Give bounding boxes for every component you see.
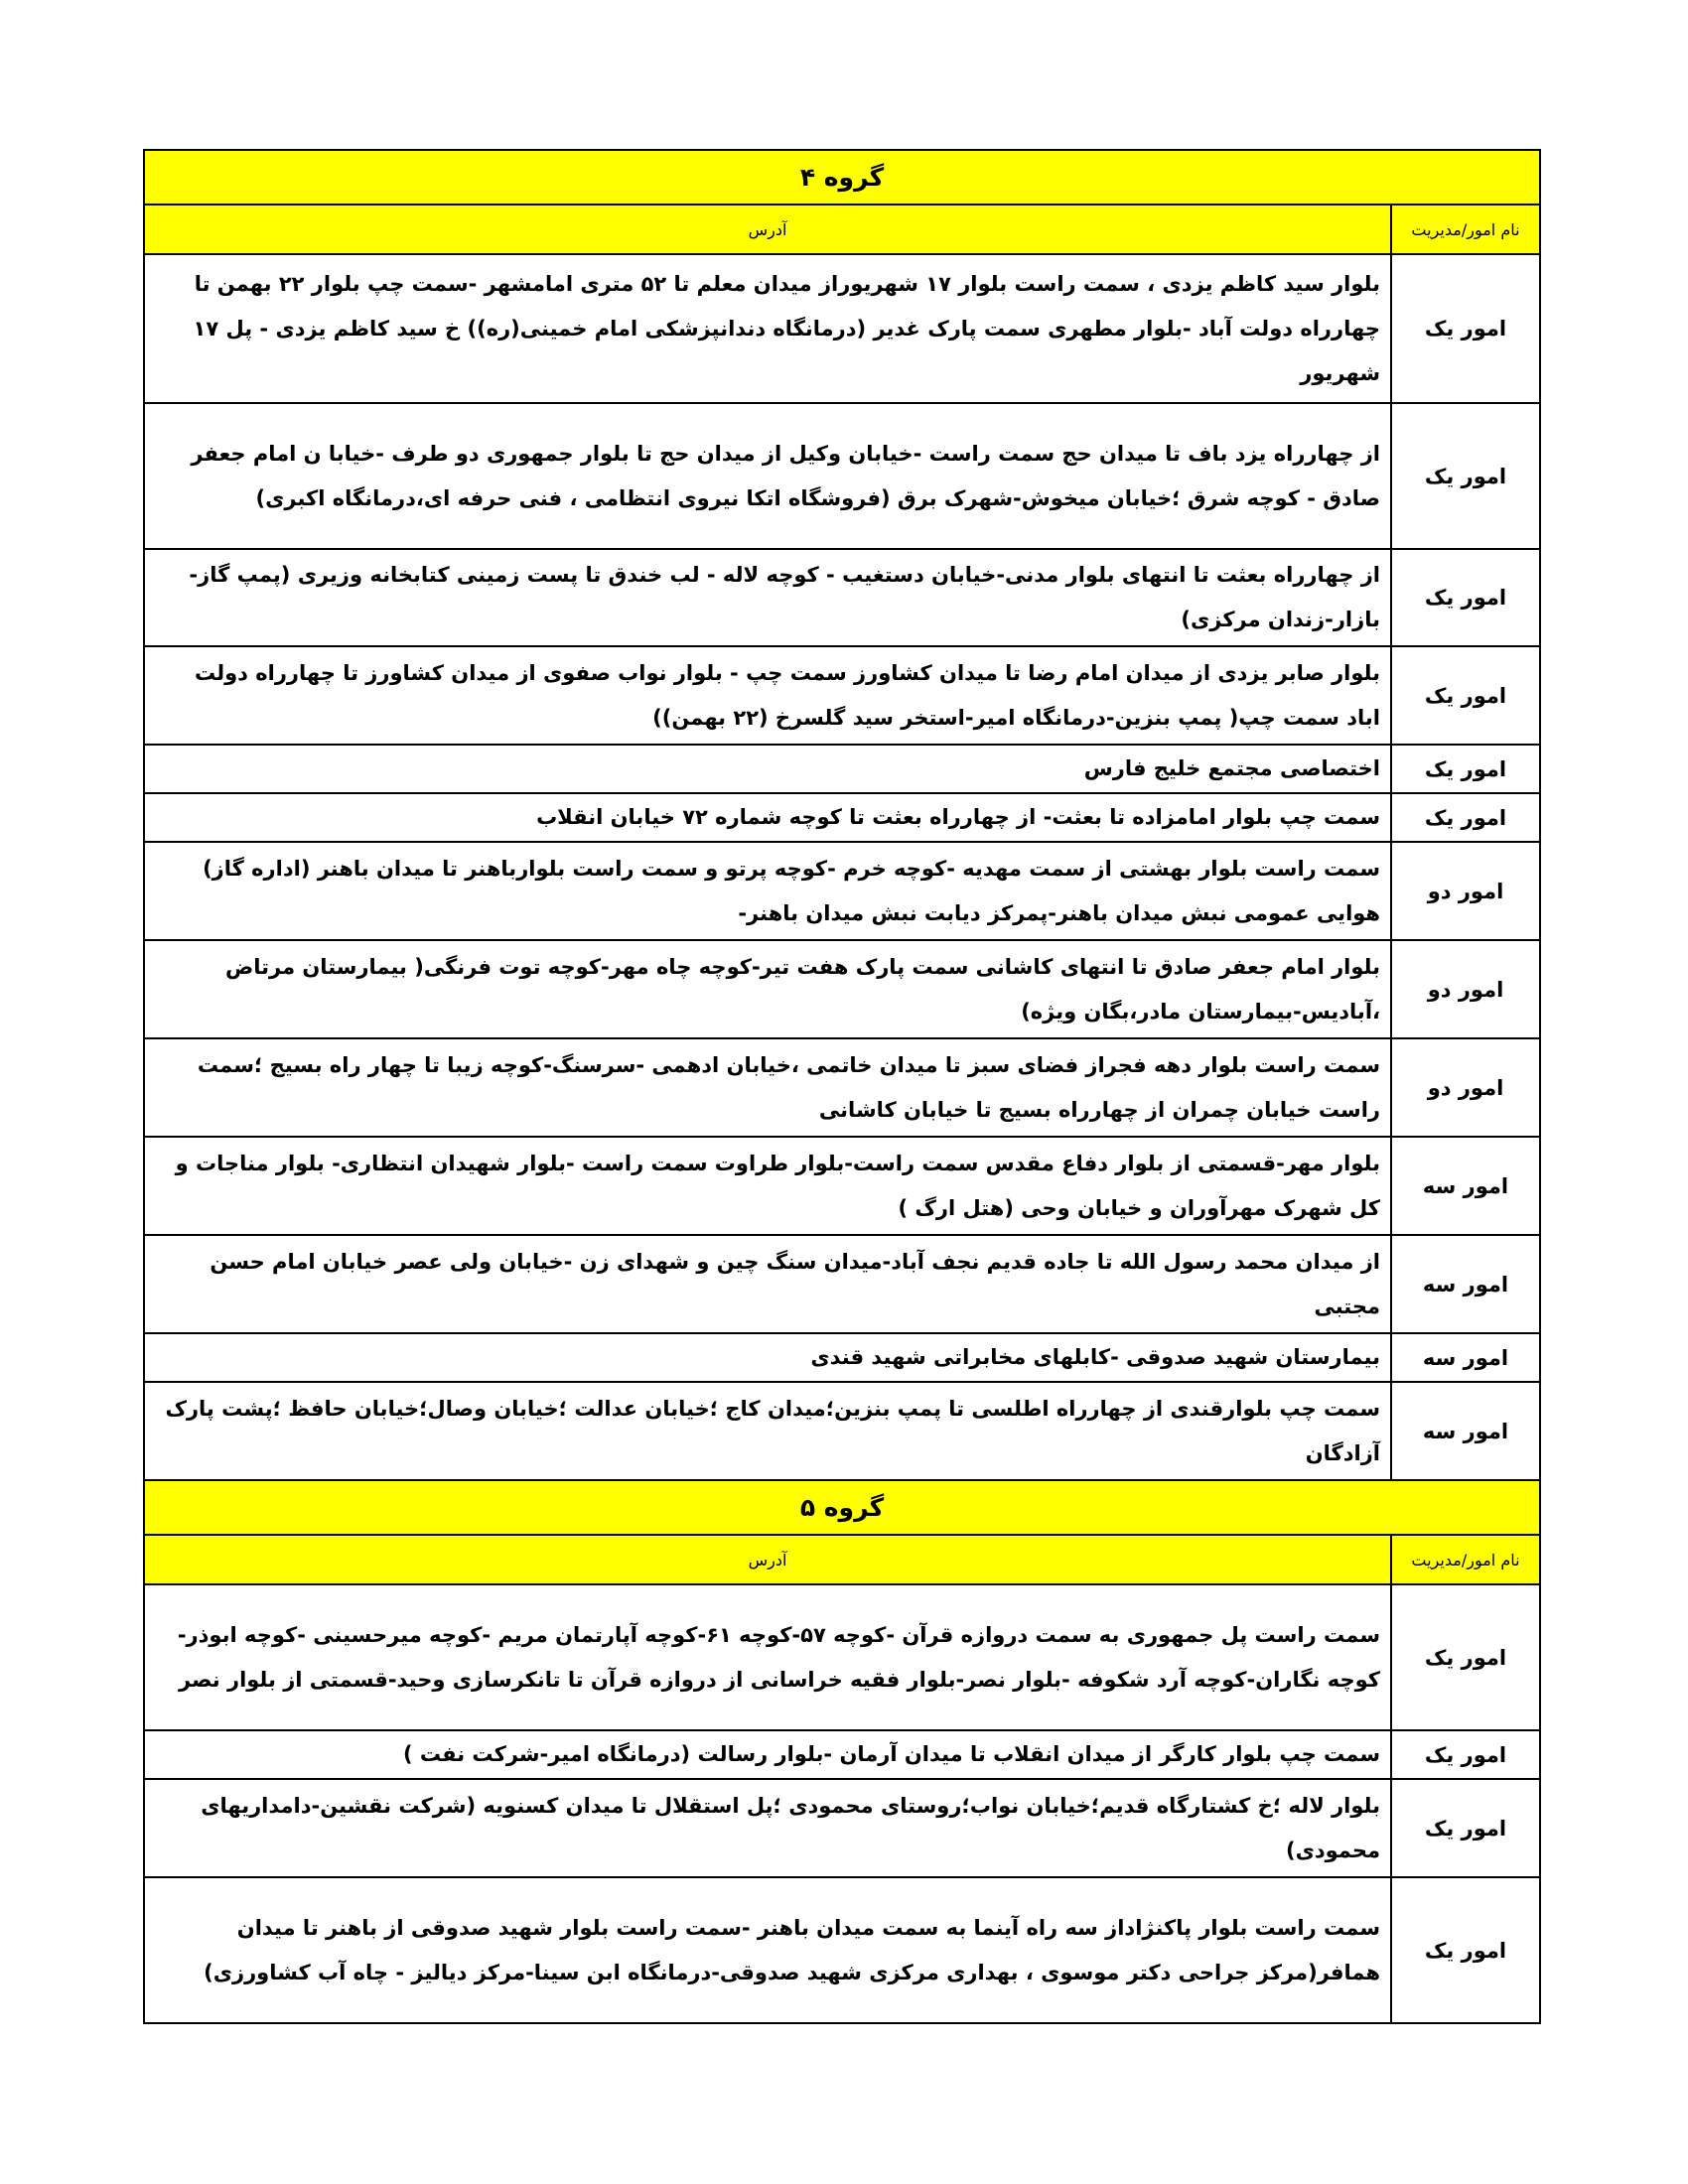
unit-cell: امور یک (1391, 646, 1540, 745)
unit-cell: امور یک (1391, 1730, 1540, 1779)
address-cell: بلوار لاله ؛خ کشتارگاه قدیم؛خیابان نواب؛روستای محمودی ؛پل استقلال تا میدان کسنویه (شرکت نقشین-دامداریهای محمودی) (144, 1779, 1391, 1877)
table-row (144, 1038, 1540, 1137)
group-title-row (144, 150, 1540, 205)
unit-column-header: نام امور/مدیریت (1391, 205, 1540, 254)
unit-cell: امور یک (1391, 403, 1540, 549)
address-cell: سمت چپ بلوارقندی از چهارراه اطلسی تا پمپ بنزین؛میدان کاج ؛خیابان عدالت ؛خیابان وصال؛خیابان حافظ ؛پشت پارک آزادگان (144, 1382, 1391, 1480)
unit-cell: امور یک (1391, 1877, 1540, 2023)
unit-cell: امور دو (1391, 842, 1540, 940)
table-row (144, 1584, 1540, 1730)
table-row (144, 842, 1540, 940)
group-title: گروه ۵ (144, 1480, 1540, 1535)
address-cell: سمت راست بلوار بهشتی از سمت مهدیه -کوچه خرم -کوچه پرتو و سمت راست بلوارباهنر تا میدان باهنر (اداره گاز) هوایی عمومی نبش میدان باهنر-پمرکز دیابت نبش میدان باهنر- (144, 842, 1391, 940)
unit-cell: امور یک (1391, 745, 1540, 793)
address-cell: سمت راست بلوار دهه فجراز فضای سبز تا میدان خاتمی ،خیابان ادهمی -سرسنگ-کوچه زیبا تا چهار راه بسیج ؛سمت راست خیابان چمران از چهارراه بسیج تا خیابان کاشانی (144, 1038, 1391, 1137)
table-row (144, 940, 1540, 1038)
unit-cell: امور یک (1391, 549, 1540, 646)
address-cell: سمت چپ بلوار کارگر از میدان انقلاب تا میدان آرمان -بلوار رسالت (درمانگاه امیر-شرکت نفت ) (144, 1730, 1391, 1779)
unit-cell: امور دو (1391, 940, 1540, 1038)
address-cell: بیمارستان شهید صدوقی -کابلهای مخابراتی شهید قندی (144, 1333, 1391, 1382)
table-row (144, 1730, 1540, 1779)
table-row (144, 403, 1540, 549)
table-row (144, 745, 1540, 793)
table-row (144, 549, 1540, 646)
table-row (144, 1779, 1540, 1877)
table-row (144, 254, 1540, 403)
table-row (144, 646, 1540, 745)
address-cell: سمت راست پل جمهوری به سمت دروازه قرآن -کوچه ۵۷-کوچه ۶۱-کوچه آپارتمان مریم -کوچه میرحسینی -کوچه ابوذر-کوچه نگاران-کوچه آرد شکوفه -بلوار نصر-بلوار فقیه خراسانی از دروازه قرآن تا تانکرسازی وحید-قسمتی از بلوار نصر (144, 1584, 1391, 1730)
address-cell: بلوار مهر-قسمتی از بلوار دفاع مقدس سمت راست-بلوار طراوت سمت راست -بلوار شهیدان انتظاری- بلوار مناجات و کل شهرک مهرآوران و خیابان وحی (هتل ارگ ) (144, 1137, 1391, 1235)
unit-cell: امور یک (1391, 1779, 1540, 1877)
address-cell: اختصاصی مجتمع خلیج فارس (144, 745, 1391, 793)
table-row (144, 1333, 1540, 1382)
address-cell: سمت راست بلوار پاکنژاداز سه راه آینما به سمت میدان باهنر -سمت راست بلوار شهید صدوقی از باهنر تا میدان همافر(مرکز جراحی دکتر موسوی ، بهداری مرکزی شهید صدوقی-درمانگاه ابن سینا-مرکز دیالیز - چاه آب کشاورزی) (144, 1877, 1391, 2023)
table-row (144, 1877, 1540, 2023)
unit-cell: امور یک (1391, 254, 1540, 403)
address-column-header: آدرس (144, 205, 1391, 254)
unit-cell: امور یک (1391, 793, 1540, 842)
group-title: گروه ۴ (144, 150, 1540, 205)
outage-schedule-table (143, 149, 1541, 2024)
table-row (144, 1235, 1540, 1333)
unit-cell: امور سه (1391, 1137, 1540, 1235)
unit-cell: امور سه (1391, 1382, 1540, 1480)
column-header-row (144, 1535, 1540, 1584)
address-cell: بلوار سید کاظم یزدی ، سمت راست بلوار ۱۷ شهریوراز میدان معلم تا ۵۲ متری امامشهر -سمت چپ بلوار ۲۲ بهمن تا چهارراه دولت آباد -بلوار مطهری سمت پارک غدیر (درمانگاه دندانپزشکی امام خمینی(ره)) خ سید کاظم یزدی - پل ۱۷ شهریور (144, 254, 1391, 403)
address-cell: بلوار صابر یزدی از میدان امام رضا تا میدان کشاورز سمت چپ - بلوار نواب صفوی از میدان کشاورز تا چهارراه دولت اباد سمت چپ( پمپ بنزین-درمانگاه امیر-استخر سید گلسرخ (۲۲ بهمن)) (144, 646, 1391, 745)
unit-column-header: نام امور/مدیریت (1391, 1535, 1540, 1584)
table-row (144, 1382, 1540, 1480)
address-cell: از چهارراه یزد باف تا میدان حج سمت راست -خیابان وکیل از میدان حج تا بلوار جمهوری دو طرف -خیابا ن امام جعفر صادق - کوچه شرق ؛خیابان میخوش-شهرک برق (فروشگاه اتکا نیروی انتظامی ، فنی حرفه ای،درمانگاه اکبری) (144, 403, 1391, 549)
column-header-row (144, 205, 1540, 254)
group-title-row (144, 1480, 1540, 1535)
document-page (143, 149, 1541, 2024)
address-column-header: آدرس (144, 1535, 1391, 1584)
address-cell: سمت چپ بلوار امامزاده تا بعثت- از چهارراه بعثت تا کوچه شماره ۷۲ خیابان انقلاب (144, 793, 1391, 842)
unit-cell: امور سه (1391, 1333, 1540, 1382)
unit-cell: امور یک (1391, 1584, 1540, 1730)
table-row (144, 793, 1540, 842)
unit-cell: امور سه (1391, 1235, 1540, 1333)
unit-cell: امور دو (1391, 1038, 1540, 1137)
address-cell: از چهارراه بعثت تا انتهای بلوار مدنی-خیابان دستغیب - کوچه لاله - لب خندق تا پست زمینی کتابخانه وزیری (پمپ گاز-بازار-زندان مرکزی) (144, 549, 1391, 646)
table-row (144, 1137, 1540, 1235)
address-cell: از میدان محمد رسول الله تا جاده قدیم نجف آباد-میدان سنگ چین و شهدای زن -خیابان ولی عصر خیابان امام حسن مجتبی (144, 1235, 1391, 1333)
address-cell: بلوار امام جعفر صادق تا انتهای کاشانی سمت پارک هفت تیر-کوچه چاه مهر-کوچه توت فرنگی( بیمارستان مرتاض ،آبادیس-بیمارستان مادر،بگان ویژه) (144, 940, 1391, 1038)
